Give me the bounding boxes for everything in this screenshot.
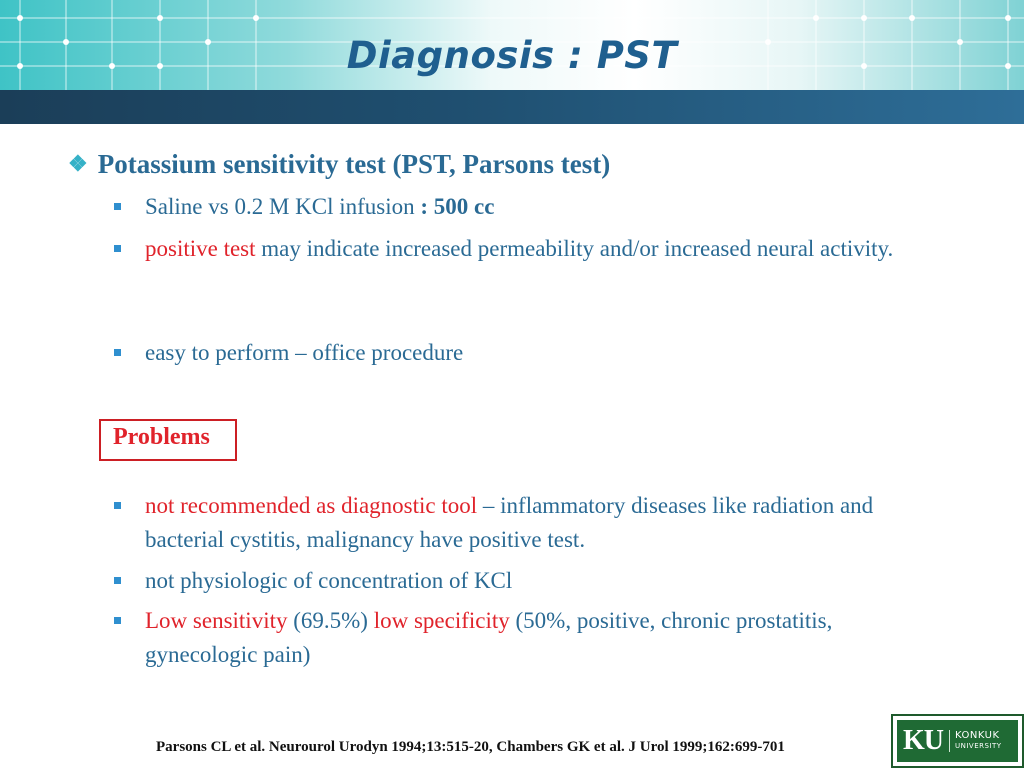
bullet-text: not physiologic of concentration of KCl	[145, 568, 513, 593]
list-item	[114, 190, 914, 224]
header-banner	[0, 0, 1024, 90]
slide-content	[0, 124, 1024, 724]
bullet-highlight-text: not recommended as diagnostic tool	[145, 493, 478, 518]
logo-sub: UNIVERSITY	[955, 742, 1002, 750]
bullet-highlight-text: positive test	[145, 236, 256, 261]
university-logo	[891, 714, 1024, 768]
heading-text: Potassium sensitivity test (PST, Parsons test)	[97, 149, 611, 179]
diamond-bullet-icon: ❖	[68, 151, 88, 176]
bullet-bold-text: : 500 cc	[420, 194, 495, 219]
list-item	[114, 564, 914, 598]
list-item	[114, 336, 914, 370]
reference-citation: Parsons CL et al. Neurourol Urodyn 1994;13:515-20, Chambers GK et al. J Urol 1999;162:699-701	[156, 739, 785, 755]
bullet-text: (50%, positive, chronic prostatitis, gynecologic pain)	[145, 608, 833, 667]
problems-label-box: Problems	[99, 419, 237, 461]
square-bullet-icon	[114, 203, 121, 210]
bullet-highlight-text: Low sensitivity	[145, 608, 288, 633]
logo-ku-text: KU	[903, 725, 943, 756]
header-band	[0, 90, 1024, 124]
main-heading	[68, 149, 610, 180]
square-bullet-icon	[114, 349, 121, 356]
bullet-highlight-text: low specificity	[373, 608, 510, 633]
square-bullet-icon	[114, 245, 121, 252]
logo-name: KONKUK	[955, 730, 1000, 741]
bullet-text: – inflammatory diseases like radiation and bacterial cystitis, malignancy have positive test.	[145, 493, 874, 552]
slide-title: Diagnosis : PST	[346, 34, 678, 77]
list-item	[114, 489, 914, 557]
square-bullet-icon	[114, 502, 121, 509]
square-bullet-icon	[114, 577, 121, 584]
list-item	[114, 232, 914, 266]
bullet-text: (69.5%)	[287, 608, 374, 633]
bullet-text: Saline vs 0.2 M KCl infusion	[145, 194, 421, 219]
bullet-text: may indicate increased permeability and/or increased neural activity.	[255, 236, 894, 261]
list-item	[114, 604, 914, 672]
square-bullet-icon	[114, 617, 121, 624]
bullet-text: easy to perform – office procedure	[145, 340, 464, 365]
